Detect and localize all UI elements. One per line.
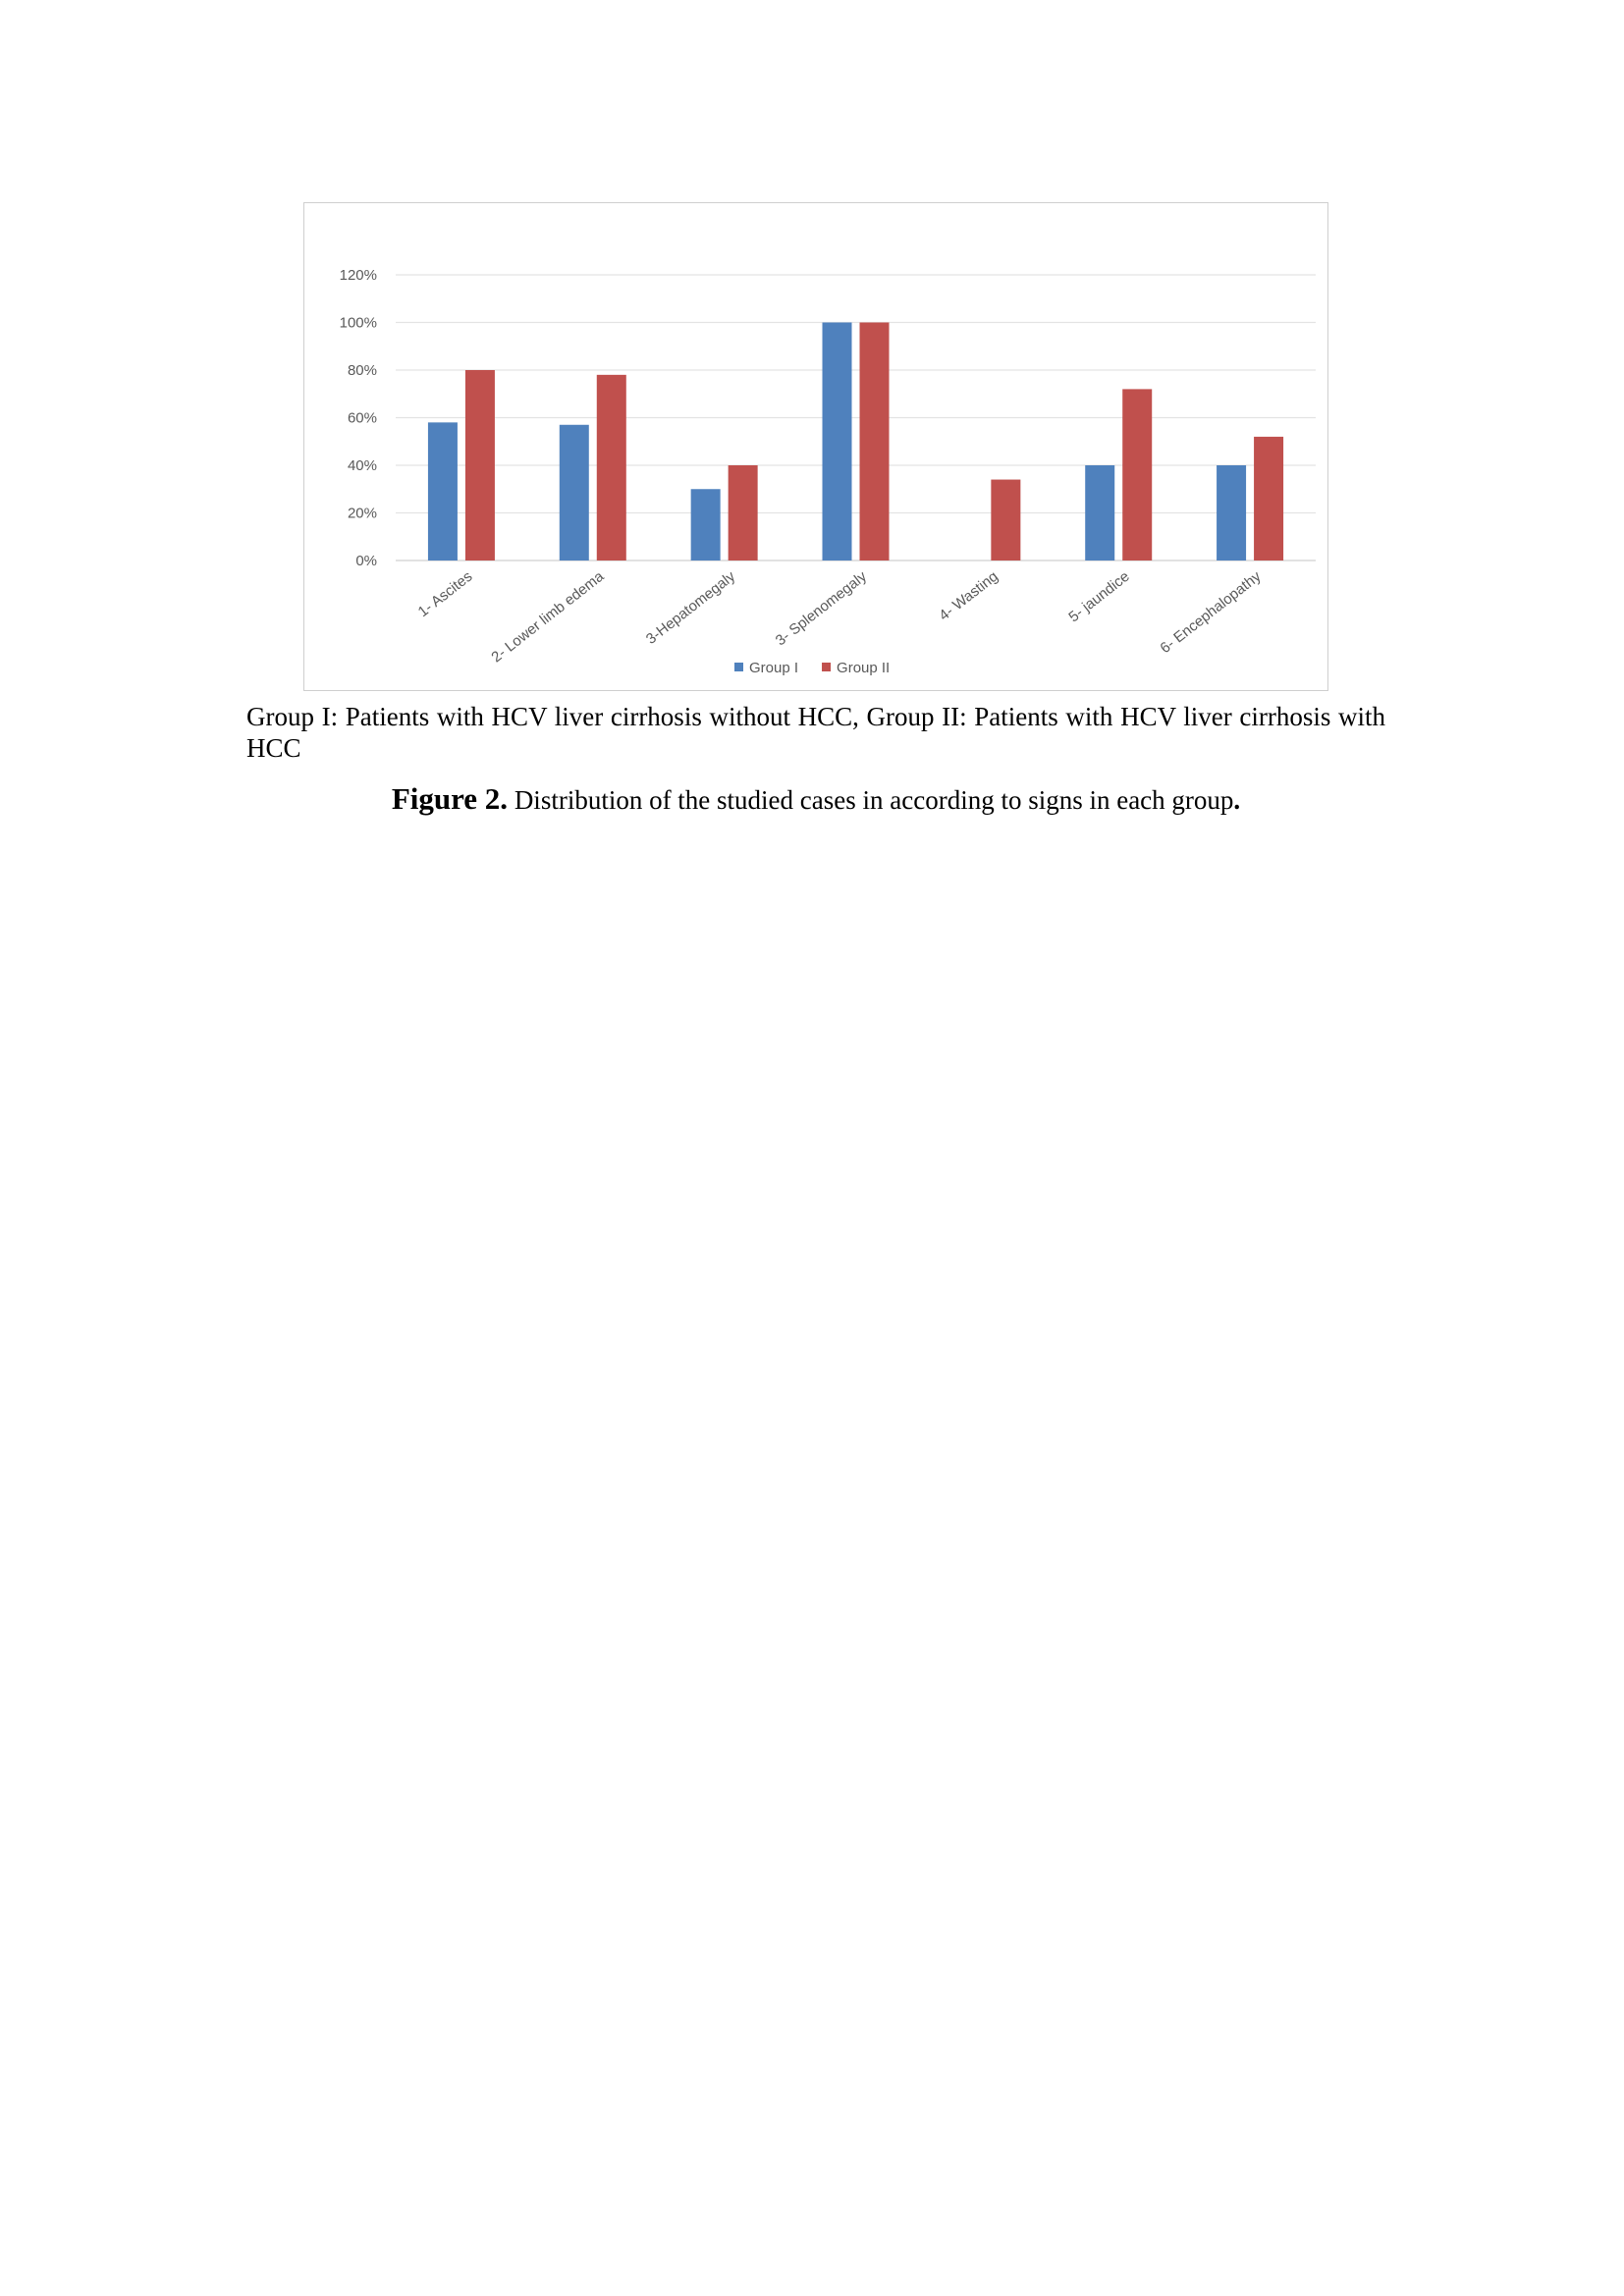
bar-group-ii [597,375,626,561]
x-category-label: 2- Lower limb edema [488,567,608,667]
figure-note: Group I: Patients with HCV liver cirrhosis without HCC, Group II: Patients with HCV liver cirrhosis with HCC [246,702,1385,763]
y-axis-ticks [340,267,377,569]
chart-container [303,202,1328,691]
bar-group-i [1217,465,1246,561]
bar-group-ii [465,370,495,561]
x-category-label: 4- Wasting [936,567,1001,624]
x-axis-labels [415,567,1265,666]
bar-chart [304,203,1329,692]
x-category-label: 1- Ascites [414,567,476,621]
x-category-label: 5- jaundice [1065,567,1133,626]
bar-group-i [560,425,589,561]
y-tick-label: 0% [355,553,377,569]
bar-group-i [1085,465,1114,561]
bar-group-ii [860,323,890,561]
legend-label: Group II [837,660,891,676]
y-tick-label: 40% [347,457,377,474]
y-tick-label: 60% [347,409,377,427]
x-category-label: 6- Encephalopathy [1157,567,1265,658]
bar-group-ii [729,465,758,561]
bar-group-i [691,489,721,561]
legend [734,660,890,676]
y-tick-label: 80% [347,362,377,379]
x-category-label: 3- Splenomegaly [772,567,870,650]
bar-group-ii [991,480,1020,561]
y-tick-label: 120% [339,267,377,284]
x-category-label: 3-Hepatomegaly [642,567,739,648]
bars [428,323,1283,561]
gridlines [396,275,1316,561]
figure-label: Figure 2. [391,781,509,816]
legend-label: Group I [749,660,799,676]
y-tick-label: 100% [339,314,377,332]
bar-group-i [428,422,458,561]
bar-group-ii [1254,437,1283,561]
figure-caption-text: Distribution of the studied cases in according to signs in each group [508,785,1234,815]
bar-group-ii [1122,389,1152,561]
figure-caption [246,781,1385,817]
figure-caption-period: . [1233,785,1241,815]
y-tick-label: 20% [347,505,377,522]
legend-swatch [734,663,743,671]
bar-group-i [823,323,852,561]
legend-swatch [822,663,831,671]
